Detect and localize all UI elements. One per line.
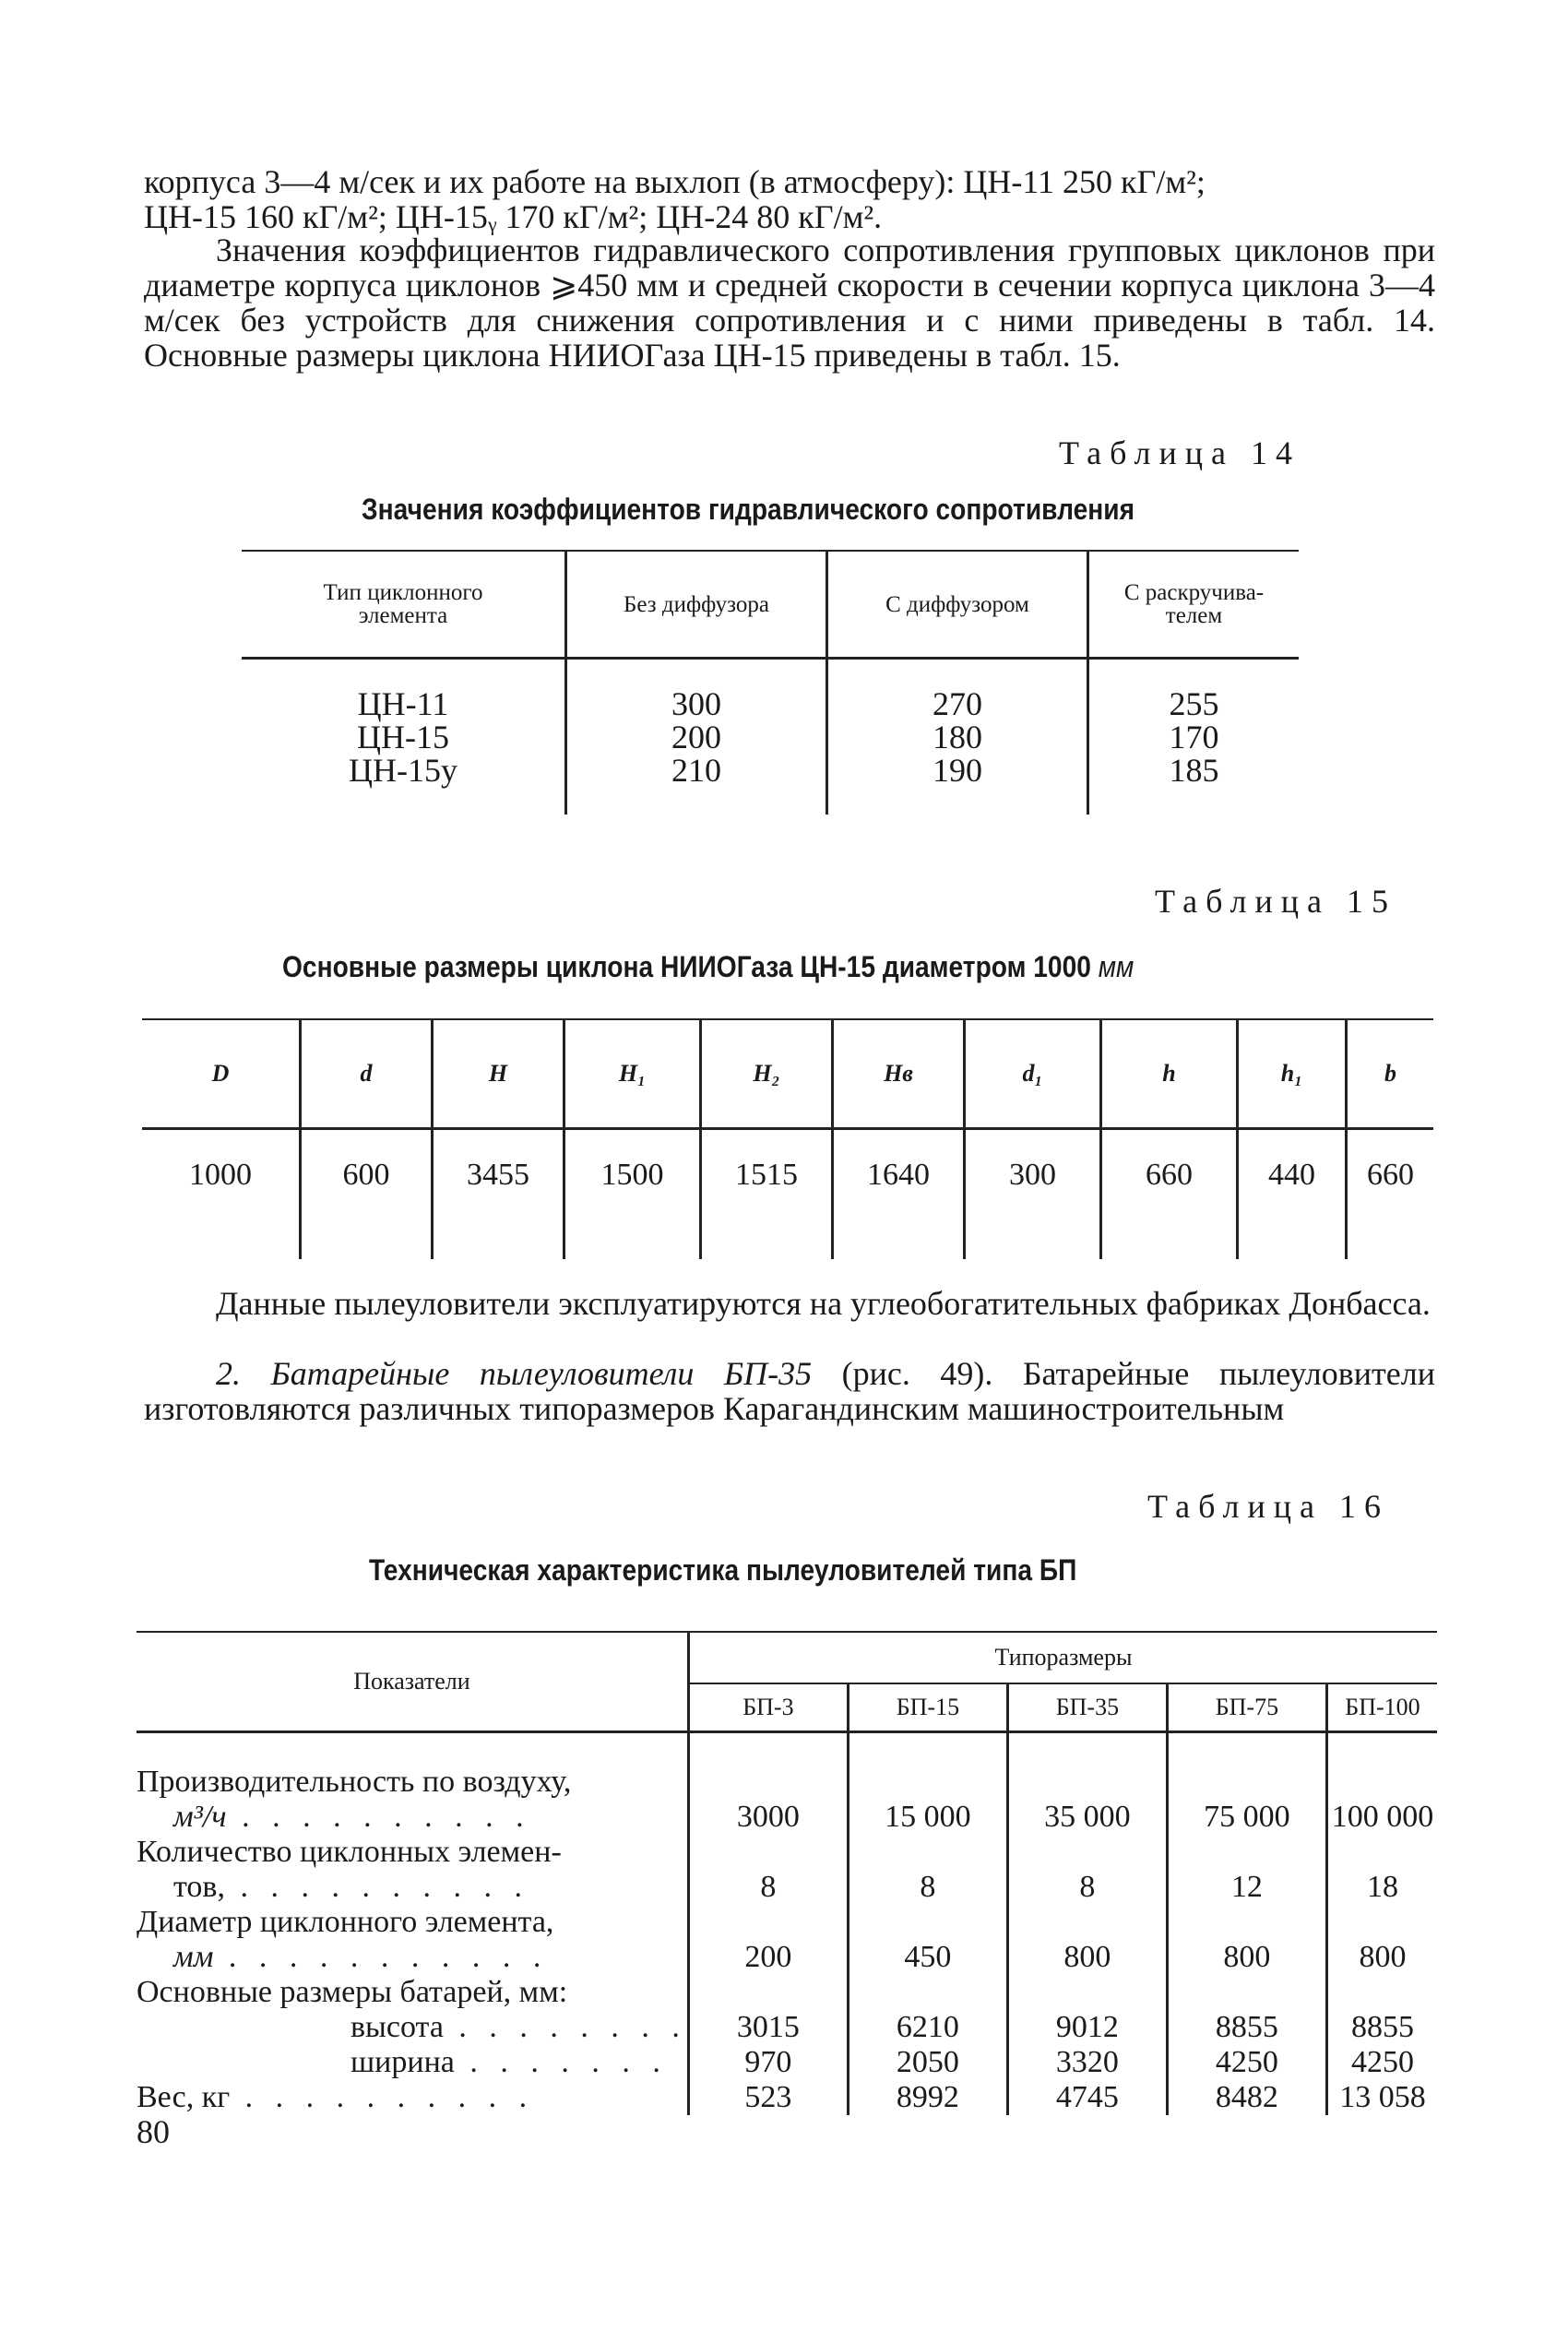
row-label: Основные размеры батарей, мм: xyxy=(137,1975,568,2009)
cell-value: 12 xyxy=(1230,1870,1263,1904)
cell-value: 200 xyxy=(744,1940,792,1974)
cell-value: 15 000 xyxy=(885,1800,971,1834)
table-header-cell: БП-3 xyxy=(688,1683,848,1732)
row-label-text: ширина xyxy=(350,2045,455,2079)
table-col-values xyxy=(1326,1732,1437,2116)
table-header-cell: H₂ xyxy=(701,1019,833,1129)
table-header-cell: С диффузором xyxy=(827,551,1088,659)
text-line: ЦН-15 160 кГ/м²; ЦН-15ᵧ 170 кГ/м²; ЦН-24 80 кГ/м². xyxy=(144,198,883,235)
cell-value: 200 xyxy=(671,719,721,755)
cell-value: 800 xyxy=(1359,1940,1407,1974)
cell-value: 18 xyxy=(1366,1870,1398,1904)
table-row-labels xyxy=(137,1732,688,2116)
cell-value: 210 xyxy=(671,752,721,789)
text-body: Значения коэффициентов гидравлического сопротивления групповых циклонов при диаметре корпуса циклонов ⩾450 мм и средней скорости в сечении корпуса циклона 3—4 м/сек без устройств для снижения сопротивления и с ними приведены в табл. 14. Основные размеры циклона НИИОГаза ЦН-15 приведены в табл. 15. xyxy=(144,232,1435,374)
table-cell: 660 xyxy=(1101,1129,1238,1260)
row-label: высота . . . . . . . . xyxy=(350,2010,687,2044)
table-16-caption: Техническая характеристика пылеуловителей типа БП xyxy=(369,1553,1077,1587)
row-name: ЦН-11 xyxy=(357,685,449,722)
cell-value: 180 xyxy=(932,719,982,755)
table-14-caption: Значения коэффициентов гидравлического сопротивления xyxy=(362,493,1135,526)
table-cell: 1515 xyxy=(701,1129,833,1260)
cell-value: 170 xyxy=(1169,719,1219,755)
row-name: ЦН-15у xyxy=(349,752,457,789)
cell-value: 2050 xyxy=(896,2045,959,2079)
cell-value: 9012 xyxy=(1055,2010,1119,2044)
table-header-cell: БП-35 xyxy=(1007,1683,1167,1732)
table-header-cell: D xyxy=(142,1019,301,1129)
table-header-cell: Показатели xyxy=(137,1632,688,1732)
table-col-values xyxy=(848,1732,1007,2116)
cell-value: 8 xyxy=(1079,1870,1096,1904)
table-16 xyxy=(137,1631,1437,2115)
table-cell: 660 xyxy=(1347,1129,1434,1260)
table-header-cell: d xyxy=(301,1019,433,1129)
cell-value: 6210 xyxy=(896,2010,959,2044)
cell-value: 3015 xyxy=(736,2010,800,2044)
text-run: (рис. 49). Батарейные пылеуловители изготовляются различных типоразмеров Карагандинским машиностроительным xyxy=(144,1355,1435,1427)
row-label: тов, . . . . . . . . . . xyxy=(173,1870,529,1904)
cell-value: 190 xyxy=(932,752,982,789)
table-header-cell: h₁ xyxy=(1238,1019,1347,1129)
paragraph-battery xyxy=(144,1356,1435,1426)
row-label: ширина . . . . . . . xyxy=(350,2045,668,2079)
header-line: элемента xyxy=(358,603,448,628)
table-header-group: Типоразмеры xyxy=(688,1632,1437,1683)
table-header-cell: h xyxy=(1101,1019,1238,1129)
cell-value: 800 xyxy=(1223,1940,1271,1974)
text-italic: 2. Батарейные пылеуловители БП-35 xyxy=(216,1355,813,1392)
text-line: корпуса 3—4 м/сек и их работе на выхлоп (в атмосферу): ЦН-11 250 кГ/м²; xyxy=(144,163,1206,200)
row-label: Диаметр циклонного элемента, xyxy=(137,1905,554,1939)
cell-value: 3000 xyxy=(736,1800,800,1834)
cell-value: 13 058 xyxy=(1339,2080,1426,2114)
row-label-unit: мм xyxy=(173,1940,214,1974)
row-label: Производительность по воздуху, xyxy=(137,1765,572,1799)
table-cell: 1500 xyxy=(564,1129,701,1260)
table-cell: 440 xyxy=(1238,1129,1347,1260)
cell-value: 35 000 xyxy=(1044,1800,1131,1834)
table-col-values xyxy=(688,1732,848,2116)
table-cell xyxy=(566,659,827,815)
cell-value: 3320 xyxy=(1055,2045,1119,2079)
table-14-label: Таблица 14 xyxy=(1059,434,1301,471)
table-cell: 300 xyxy=(965,1129,1101,1260)
cell-value: 8482 xyxy=(1215,2080,1278,2114)
header-line: С раскручива- xyxy=(1123,580,1265,605)
cell-value: 450 xyxy=(904,1940,952,1974)
row-label-text: Вес, кг xyxy=(137,2080,231,2114)
cell-value: 300 xyxy=(671,685,721,722)
row-label-text: высота xyxy=(350,2010,444,2044)
cell-value: 4745 xyxy=(1055,2080,1119,2114)
row-label: мм . . . . . . . . . . . xyxy=(173,1940,549,1974)
table-header-cell: Hв xyxy=(833,1019,965,1129)
table-header-cell: БП-15 xyxy=(848,1683,1007,1732)
cell-value: 255 xyxy=(1169,685,1219,722)
cell-value: 800 xyxy=(1063,1940,1111,1974)
header-line: телем xyxy=(1165,603,1223,628)
cell-value: 8 xyxy=(760,1870,777,1904)
table-15-caption xyxy=(282,950,1134,984)
row-label-text: тов, xyxy=(173,1870,225,1904)
paragraph-coefficients xyxy=(144,232,1435,373)
caption-text: Основные размеры циклона НИИОГаза ЦН-15 диаметром 1000 xyxy=(282,950,1091,983)
table-header-cell: b xyxy=(1347,1019,1434,1129)
table-cell xyxy=(827,659,1088,815)
page-number: 80 xyxy=(137,2113,170,2150)
table-header-cell: H xyxy=(433,1019,564,1129)
table-cell: 1640 xyxy=(833,1129,965,1260)
table-header-cell: Без диффузора xyxy=(566,551,827,659)
header-line: Тип циклонного xyxy=(323,580,483,605)
row-label: Количество циклонных элемен- xyxy=(137,1835,562,1869)
table-header-cell: d₁ xyxy=(965,1019,1101,1129)
table-15-label: Таблица 15 xyxy=(1155,883,1396,920)
cell-value: 8855 xyxy=(1350,2010,1414,2044)
table-header-cell xyxy=(242,551,566,659)
cell-value: 75 000 xyxy=(1204,1800,1290,1834)
table-cell: 1000 xyxy=(189,1158,252,1192)
cell-value: 270 xyxy=(932,685,982,722)
cell-value: 100 000 xyxy=(1331,1800,1434,1834)
table-14 xyxy=(242,550,1299,815)
table-col-values xyxy=(1007,1732,1167,2116)
cell-value: 523 xyxy=(744,2080,792,2114)
table-cell xyxy=(1088,659,1300,815)
table-col-values xyxy=(1167,1732,1326,2116)
text-body xyxy=(144,1356,1435,1426)
table-header-cell: H₁ xyxy=(564,1019,701,1129)
table-header-cell: БП-100 xyxy=(1326,1683,1437,1732)
paragraph-donbass xyxy=(144,1286,1435,1321)
cell-value: 4250 xyxy=(1350,2045,1414,2079)
table-cell xyxy=(242,659,566,815)
paragraph-intro xyxy=(144,164,1435,234)
row-label: м³/ч . . . . . . . . . . xyxy=(173,1800,531,1834)
table-cell: 600 xyxy=(301,1129,433,1260)
cell-value: 4250 xyxy=(1215,2045,1278,2079)
row-label-unit: м³/ч xyxy=(173,1800,227,1834)
table-header-cell: БП-75 xyxy=(1167,1683,1326,1732)
cell-value: 8855 xyxy=(1215,2010,1278,2044)
cell-value: 8 xyxy=(920,1870,936,1904)
table-16-label: Таблица 16 xyxy=(1147,1488,1389,1525)
cell-value: 970 xyxy=(744,2045,792,2079)
table-header-cell xyxy=(1088,551,1300,659)
cell-value: 8992 xyxy=(896,2080,959,2114)
cell-value: 185 xyxy=(1169,752,1219,789)
table-15 xyxy=(142,1018,1433,1259)
text-body: Данные пылеуловители эксплуатируются на углеобогатительных фабриках Донбасса. xyxy=(216,1285,1431,1322)
caption-unit: мм xyxy=(1098,950,1134,983)
row-label: Вес, кг . . . . . . . . . . xyxy=(137,2080,535,2114)
table-cell: 3455 xyxy=(433,1129,564,1260)
row-name: ЦН-15 xyxy=(357,719,449,755)
